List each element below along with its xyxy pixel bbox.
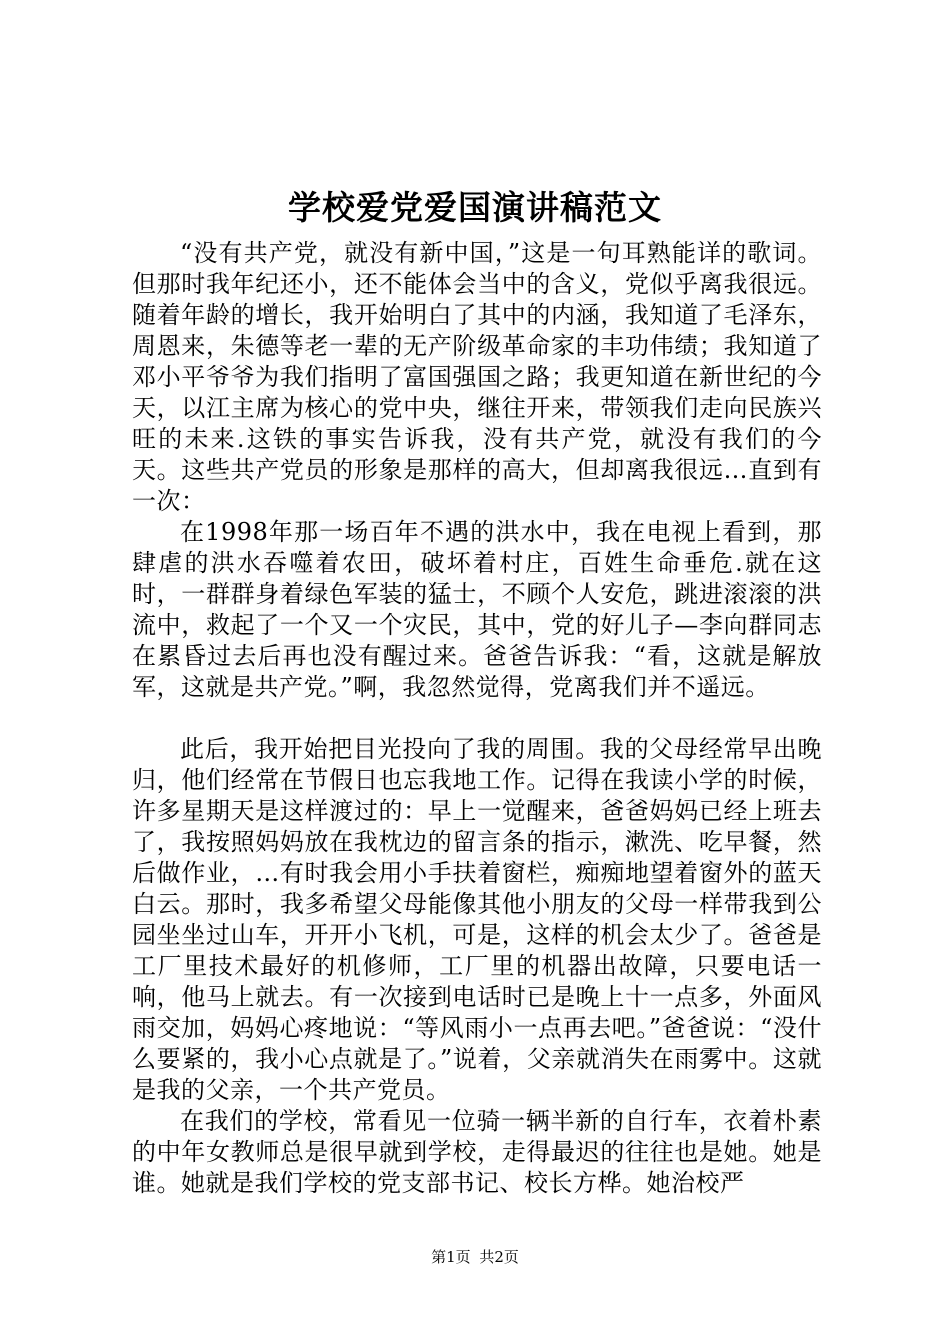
page-footer bbox=[0, 1247, 950, 1267]
paragraph-2: 在1998年那一场百年不遇的洪水中，我在电视上看到，那肆虐的洪水吞噬着农田，破坏着村庄，百姓生命垂危.就在这时，一群群身着绿色军装的猛士，不顾个人安危，跳进滚滚的洪流中，救起了一个又一个灾民，其中，党的好儿子—李向群同志在累昏过去后再也没有醒过来。爸爸告诉我：“看，这就是解放军，这就是共产党。”啊，我忽然觉得，党离我们并不遥远。 bbox=[132, 518, 822, 701]
page-number: 第1页 bbox=[431, 1248, 471, 1266]
document-title: 学校爱党爱国演讲稿范文 bbox=[288, 188, 662, 227]
paragraph-3: 此后，我开始把目光投向了我的周围。我的父母经常早出晚归，他们经常在节假日也忘我地工作。记得在我读小学的时候，许多星期天是这样渡过的：早上一觉醒来，爸爸妈妈已经上班去了，我按照妈妈放在我枕边的留言条的指示，漱洗、吃早餐，然后做作业，…有时我会用小手扶着窗栏，痴痴地望着窗外的蓝天白云。那时，我多希望父母能像其他小朋友的父母一样带我到公园坐坐过山车，开开小飞机，可是，这样的机会太少了。爸爸是工厂里技术最好的机修师，工厂里的机器出故障，只要电话一响，他马上就去。有一次接到电话时已是晚上十一点多，外面风雨交加，妈妈心疼地说：“等风雨小一点再去吧。”爸爸说：“没什么要紧的，我小心点就是了。”说着，父亲就消失在雨雾中。这就是我的父亲，一个共产党员。 bbox=[132, 735, 822, 1104]
page-total: 共2页 bbox=[479, 1248, 519, 1266]
document-body bbox=[132, 238, 822, 1199]
paragraph-1: “没有共产党，就没有新中国，”这是一句耳熟能详的歌词。但那时我年纪还小，还不能体会当中的含义，党似乎离我很远。随着年龄的增长，我开始明白了其中的内涵，我知道了毛泽东，周恩来，朱德等老一辈的无产阶级革命家的丰功伟绩；我知道了邓小平爷爷为我们指明了富国强国之路；我更知道在新世纪的今天，以江主席为核心的党中央，继往开来，带领我们走向民族兴旺的未来.这铁的事实告诉我，没有共产党，就没有我们的今天。这些共产党员的形象是那样的高大，但却离我很远…直到有一次： bbox=[132, 239, 822, 515]
paragraph-4: 在我们的学校，常看见一位骑一辆半新的自行车，衣着朴素的中年女教师总是很早就到学校，走得最迟的往往也是她。她是谁。她就是我们学校的党支部书记、校长方桦。她治校严 bbox=[132, 1107, 822, 1197]
